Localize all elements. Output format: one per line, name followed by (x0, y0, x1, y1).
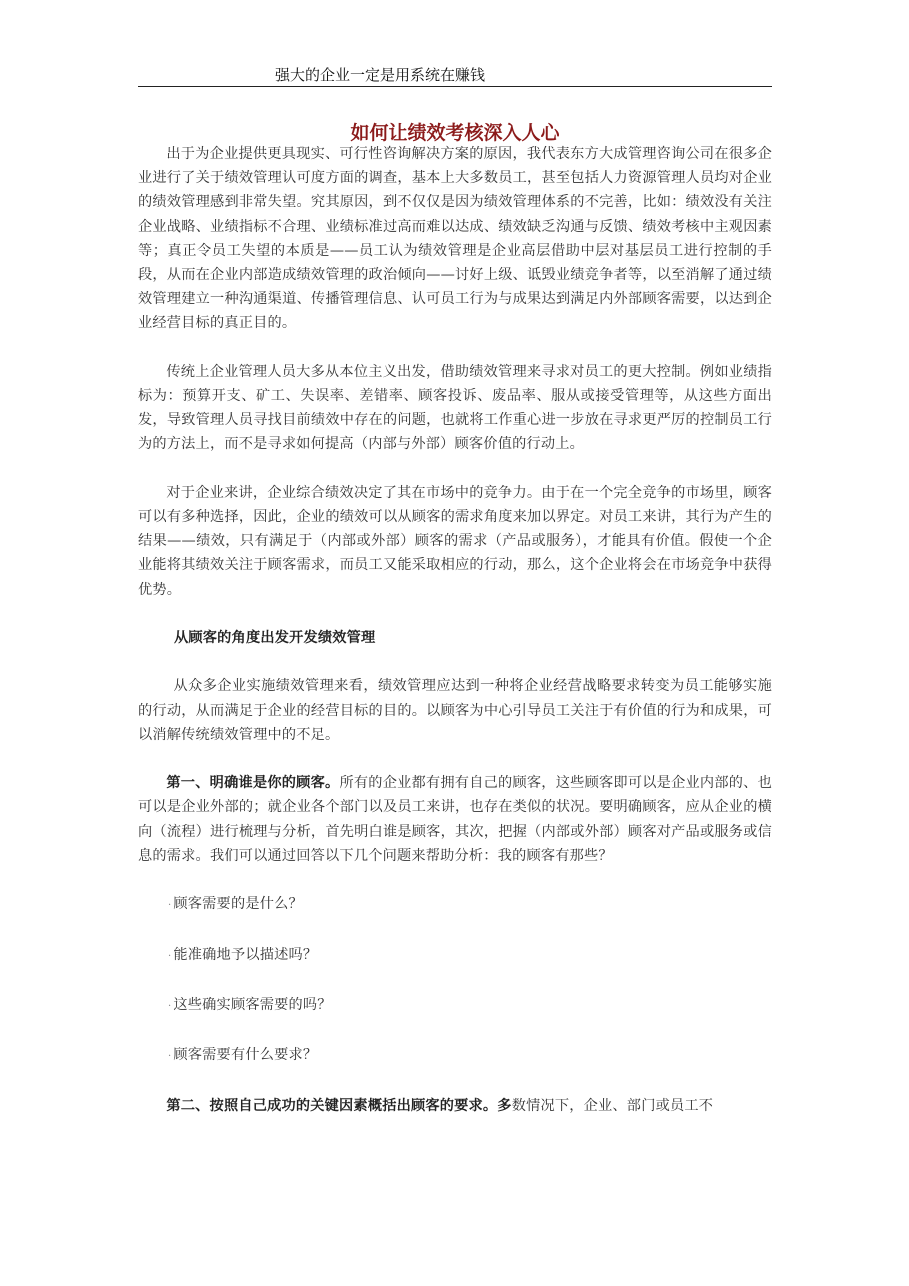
question-text: 能准确地予以描述吗？ (173, 946, 318, 963)
point-2-text: 数情况下，企业、部门或员工不 (511, 1097, 714, 1114)
document-body (138, 142, 772, 1118)
point-2 (138, 1094, 772, 1118)
point-1 (138, 771, 772, 868)
point-2-lead: 第二、按照自己成功的关键因素概括出顾客的要求。多 (166, 1097, 512, 1114)
point-1-lead: 第一、明确谁是你的顾客。 (166, 775, 340, 792)
question-text: 这些确实顾客需要的吗？ (173, 996, 332, 1013)
question-item (138, 943, 772, 969)
question-item (138, 1043, 772, 1069)
header-text: 强大的企业一定是用系统在赚钱 (275, 66, 486, 84)
bullet-dot-icon: · (168, 1051, 172, 1063)
question-item (138, 993, 772, 1019)
paragraph-1: 出于为企业提供更具现实、可行性咨询解决方案的原因，我代表东方大成管理咨询公司在很多企业进行了关于绩效管理认可度方面的调查，基本上大多数员工，甚至包括人力资源管理人员均对企业的绩效管理感到非常失望。究其原因，到不仅仅是因为绩效管理体系的不完善，比如：绩效没有关注企业战略、业绩指标不合理、业绩标准过高而难以达成、绩效缺乏沟通与反馈、绩效考核中主观因素等；真正令员工失望的本质是——员工认为绩效管理是企业高层借助中层对基层员工进行控制的手段，从而在企业内部造成绩效管理的政治倾向——讨好上级、诋毁业绩竞争者等，以至消解了通过绩效管理建立一种沟通渠道、传播管理信息、认可员工行为与成果达到满足内外部顾客需要，以达到企业经营目标的真正目的。 (138, 146, 772, 332)
paragraph-3: 对于企业来讲，企业综合绩效决定了其在市场中的竞争力。由于在一个完全竞争的市场里，顾客可以有多种选择，因此，企业的绩效可以从顾客的需求角度来加以界定。对员工来讲，其行为产生的结果——绩效，只有满足于（内部或外部）顾客的需求（产品或服务），才能具有价值。假使一个企业能将其绩效关注于顾客需求，而员工又能采取相应的行动，那么，这个企业将会在市场竞争中获得优势。 (138, 484, 772, 598)
document-title: 如何让绩效考核深入人心 (350, 122, 560, 144)
question-text: 顾客需要有什么要求？ (173, 1047, 318, 1064)
section-heading: 从顾客的角度出发开发绩效管理 (174, 630, 376, 647)
question-text: 顾客需要的是什么？ (173, 896, 303, 913)
bullet-dot-icon: · (168, 950, 172, 962)
page-header (138, 62, 772, 87)
question-item (138, 892, 772, 918)
bullet-dot-icon: · (168, 1000, 172, 1012)
paragraph-2: 传统上企业管理人员大多从本位主义出发，借助绩效管理来寻求对员工的更大控制。例如业绩指标为：预算开支、矿工、失误率、差错率、顾客投诉、废品率、服从或接受管理等，从这些方面出发，导致管理人员寻找目前绩效中存在的问题，也就将工作重心进一步放在寻求更严厉的控制员工行为的方法上，而不是寻求如何提高（内部与外部）顾客价值的行动上。 (138, 363, 772, 453)
point-1-text: 所有的企业都有拥有自己的顾客，这些顾客即可以是企业内部的、也可以是企业外部的；就企业各个部门以及员工来讲，也存在类似的状况。要明确顾客，应从企业的横向（流程）进行梳理与分析，首先明白谁是顾客，其次，把握（内部或外部）顾客对产品或服务或信息的需求。我们可以通过回答以下几个问题来帮助分析：我的顾客有那些？ (138, 775, 772, 864)
bullet-dot-icon: · (168, 900, 172, 912)
section-intro: 从众多企业实施绩效管理来看，绩效管理应达到一种将企业经营战略要求转变为员工能够实施的行动，从而满足于企业的经营目标的目的。以顾客为中心引导员工关注于有价值的行为和成果，可以消解传统绩效管理中的不足。 (138, 678, 772, 743)
